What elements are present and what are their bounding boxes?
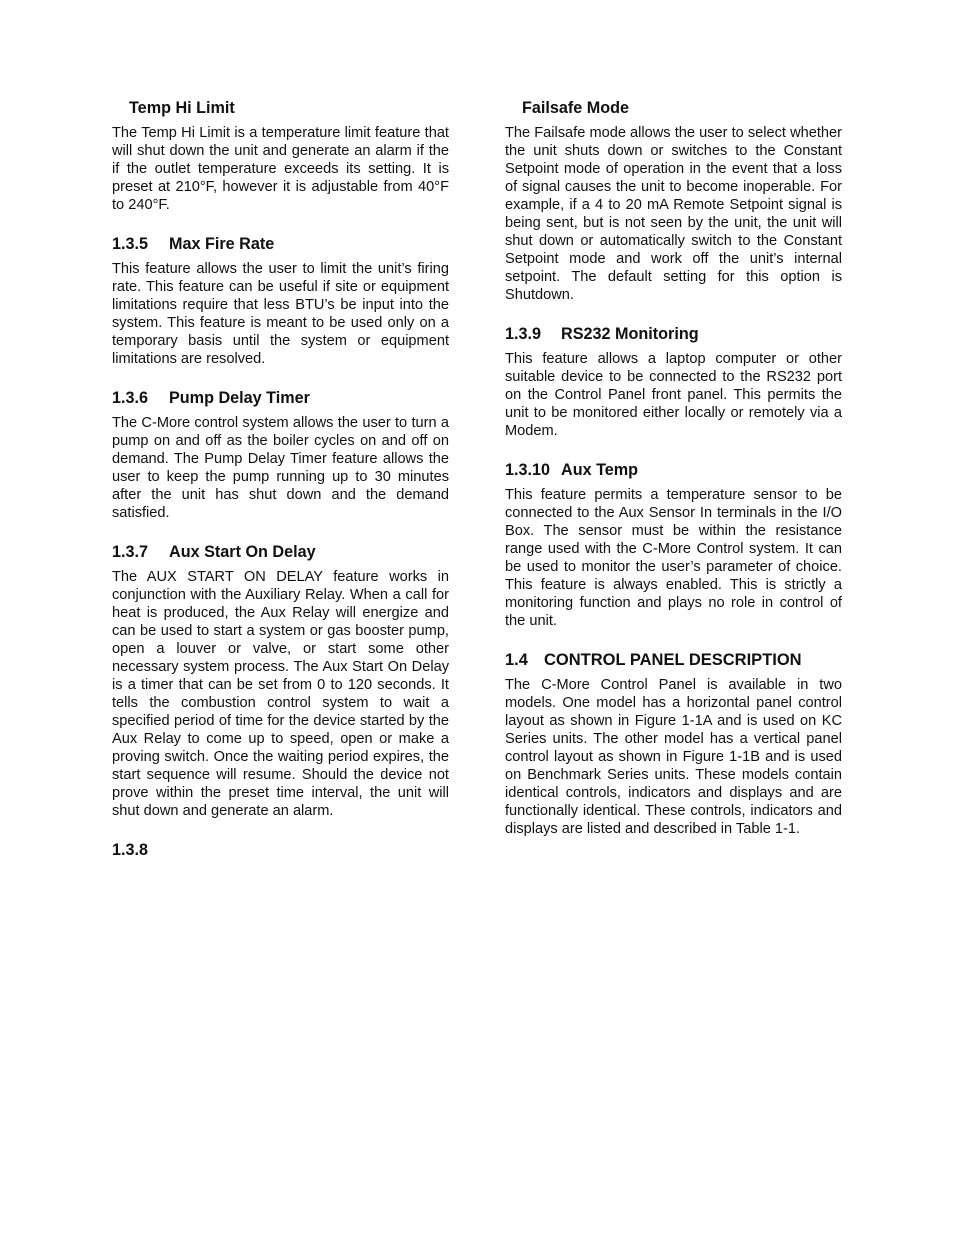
section-body: The AUX START ON DELAY feature works in conjunction with the Auxiliary Relay. When a call for heat is produced, the Aux Relay will energize and can be used to start a system or gas booster pump, open a louver or valve, or start some other necessary system process. The Aux Start On Delay is a timer that can be set from 0 to 120 seconds. It tells the combustion control system to wait a specified period of time for the device started by the Aux Relay to come up to speed, open or make a proving switch. Once the waiting period expires, the start sequence will resume. Should the device not prove within the preset time interval, the unit will shut down and generate an alarm. [112, 569, 449, 819]
section-number: 1.3.9 [505, 325, 542, 343]
heading-title: Aux Temp [561, 461, 639, 479]
section-heading [505, 460, 842, 480]
section-control-panel-description [505, 650, 842, 838]
section-pump-delay-timer [112, 388, 449, 522]
heading-title: Failsafe Mode [522, 99, 630, 117]
right-column [505, 98, 842, 858]
section-heading [505, 98, 842, 118]
section-rs232-monitoring [505, 324, 842, 440]
section-number: 1.3.5 [112, 235, 149, 253]
section-body: This feature allows a laptop computer or other suitable device to be connected to the RS232 port on the Control Panel front panel. This permits the unit to be monitored either locally or remotely via a Modem. [505, 351, 842, 439]
left-column [112, 98, 449, 880]
section-max-fire-rate [112, 234, 449, 368]
section-body: This feature allows the user to limit the unit’s firing rate. This feature can be useful if site or equipment limitations require that less BTU’s be input into the system. This feature is meant to be used only on a temporary basis until the system or equipment limitations are resolved. [112, 261, 449, 367]
heading-title: Aux Start On Delay [169, 543, 316, 561]
section-1-3-8 [112, 840, 449, 860]
section-heading [112, 542, 449, 562]
section-heading [112, 388, 449, 408]
section-heading [505, 650, 842, 670]
heading-title: RS232 Monitoring [561, 325, 699, 343]
section-number: 1.3.10 [505, 461, 551, 479]
heading-title: CONTROL PANEL DESCRIPTION [544, 651, 802, 669]
heading-title: Temp Hi Limit [129, 99, 235, 117]
section-aux-temp [505, 460, 842, 630]
section-heading [112, 98, 449, 118]
section-body: The Failsafe mode allows the user to select whether the unit shuts down or switches to the Constant Setpoint mode of operation in the event that a loss of signal causes the unit to become inoperable. For example, if a 4 to 20 mA Remote Setpoint signal is being sent, but is not seen by the unit, the unit will shut down or automatically switch to the Constant Setpoint mode and work off the unit’s internal setpoint. The default setting for this option is Shutdown. [505, 125, 842, 303]
section-body: This feature permits a temperature sensor to be connected to the Aux Sensor In terminals in the I/O Box. The sensor must be within the resistance range used with the C-More Control system. It can be used to monitor the user’s parameter of choice. This feature is always enabled. This is strictly a monitoring function and plays no role in control of the unit. [505, 487, 842, 629]
section-number: 1.4 [505, 651, 528, 669]
section-body: The Temp Hi Limit is a temperature limit feature that will shut down the unit and generate an alarm if the if the outlet temperature exceeds its setting. It is preset at 210°F, however it is adjustable from 40°F to 240°F. [112, 125, 449, 213]
section-heading [112, 840, 449, 860]
section-body: The C-More Control Panel is available in two models. One model has a horizontal panel control layout as shown in Figure 1-1A and is used on KC Series units. The other model has a vertical panel control layout as shown in Figure 1-1B and is used on Benchmark Series units. These models contain identical controls, indicators and displays and are functionally identical. These controls, indicators and displays are listed and described in Table 1-1. [505, 677, 842, 837]
section-number: 1.3.8 [112, 841, 149, 859]
section-aux-start-on-delay [112, 542, 449, 820]
section-body: The C-More control system allows the user to turn a pump on and off as the boiler cycles on and off on demand. The Pump Delay Timer feature allows the user to keep the pump running up to 30 minutes after the unit has shut down and the demand satisfied. [112, 415, 449, 521]
section-heading [112, 234, 449, 254]
section-heading [505, 324, 842, 344]
section-number: 1.3.7 [112, 543, 149, 561]
heading-title: Max Fire Rate [169, 235, 275, 253]
section-failsafe-mode [505, 98, 842, 304]
section-temp-hi-limit [112, 98, 449, 214]
section-number: 1.3.6 [112, 389, 149, 407]
heading-title: Pump Delay Timer [169, 389, 310, 407]
